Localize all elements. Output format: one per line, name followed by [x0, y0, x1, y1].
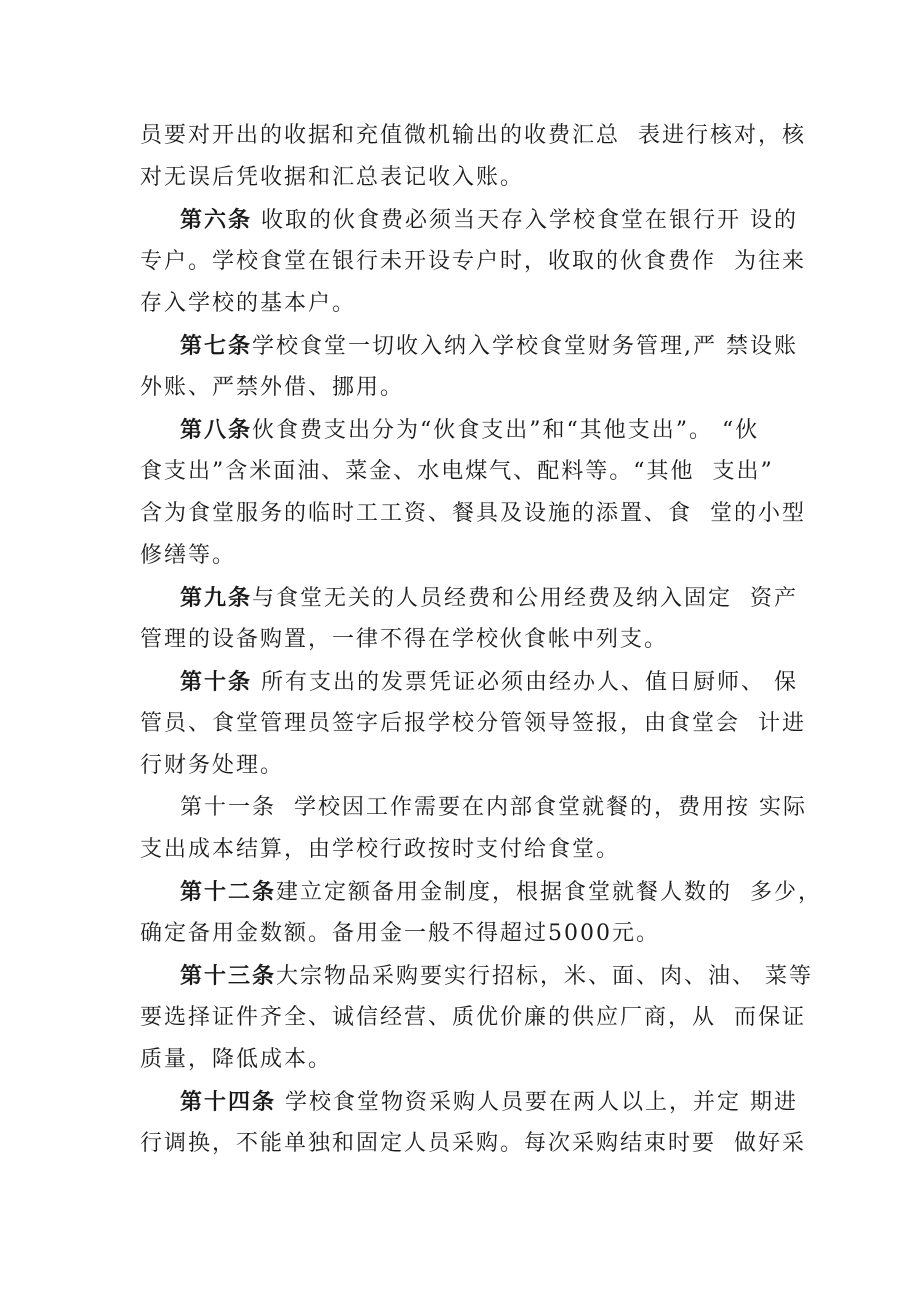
text-line: 修缮等。: [140, 543, 237, 568]
paragraph-article-6-line-1: [180, 202, 799, 238]
article-number: 第十四条: [180, 1089, 277, 1115]
text-span: 收取的伙食费必须当天存入学校食堂在银行开 设的: [252, 208, 799, 233]
text-span: 所有支出的发票凭证必须由经办人、值日厨师、 保: [252, 670, 799, 695]
paragraph-article-12-line-1: [180, 874, 823, 910]
text-span: 与食堂无关的人员经费和公用经费及纳入固定 资产: [252, 586, 799, 611]
paragraph-article-7-line-1: [180, 328, 799, 364]
article-number: 第八条: [180, 417, 253, 443]
article-number: 第九条: [180, 585, 253, 611]
article-number: 第七条: [180, 333, 253, 359]
text-line: 外账、严禁外借、挪用。: [140, 375, 405, 400]
text-line: 行调换，不能单独和固定人员采购。每次采购结束时要 做好采: [140, 1131, 806, 1156]
text-line: 员要对开出的收据和充值微机输出的收费汇总 表进行核对，核: [140, 123, 806, 148]
text-line: 存入学校的基本户。: [140, 291, 357, 316]
text-span: 伙食费支出分为“伙食支出”和“其他支出”。 “伙: [252, 418, 760, 443]
text-span: 建立定额备用金制度，根据食堂就餐人数的 多少，: [276, 880, 823, 905]
text-line: 含为食堂服务的临时工工资、餐具及设施的添置、食 堂的小型: [140, 501, 806, 526]
paragraph-article-13-line-1: [180, 958, 814, 994]
article-number: 第六条: [180, 207, 253, 233]
article-number: 第十三条: [180, 963, 277, 989]
text-line: 对无误后凭收据和汇总表记收入账。: [140, 165, 525, 190]
text-line: 质量，降低成本。: [140, 1047, 333, 1072]
text-line: 确定备用金数额。备用金一般不得超过5000元。: [140, 921, 660, 946]
article-number: 第十二条: [180, 879, 277, 905]
paragraph-article-10-line-1: [180, 664, 799, 700]
text-line: 要选择证件齐全、诚信经营、质优价廉的供应厂商，从 而保证: [140, 1005, 806, 1030]
article-number: 第十条: [180, 669, 253, 695]
paragraph-article-9-line-1: [180, 580, 799, 616]
text-line: 管员、食堂管理员签字后报学校分管领导签报，由食堂会 计进: [140, 711, 806, 736]
text-line: 行财务处理。: [140, 753, 285, 778]
text-span: 学校食堂一切收入纳入学校食堂财务管理,严 禁设账: [252, 334, 799, 359]
text-line: 支出成本结算，由学校行政按时支付给食堂。: [140, 837, 621, 862]
paragraph-article-11-line-1: 第十一条 学校因工作需要在内部食堂就餐的，费用按 实际: [180, 795, 807, 820]
text-line: 专户。学校食堂在银行未开设专户时，收取的伙食费作 为往来: [140, 249, 806, 274]
paragraph-article-14-line-1: [180, 1084, 799, 1120]
text-span: 大宗物品采购要实行招标，米、面、肉、油、 菜等: [276, 964, 814, 989]
text-line: 食支出”含米面油、菜金、水电煤气、配料等。“其他 支出”: [140, 459, 774, 484]
text-span: 学校食堂物资采购人员要在两人以上，并定 期进: [276, 1090, 799, 1115]
paragraph-article-8-line-1: [180, 412, 790, 448]
text-line: 管理的设备购置，一律不得在学校伙食帐中列支。: [140, 627, 669, 652]
